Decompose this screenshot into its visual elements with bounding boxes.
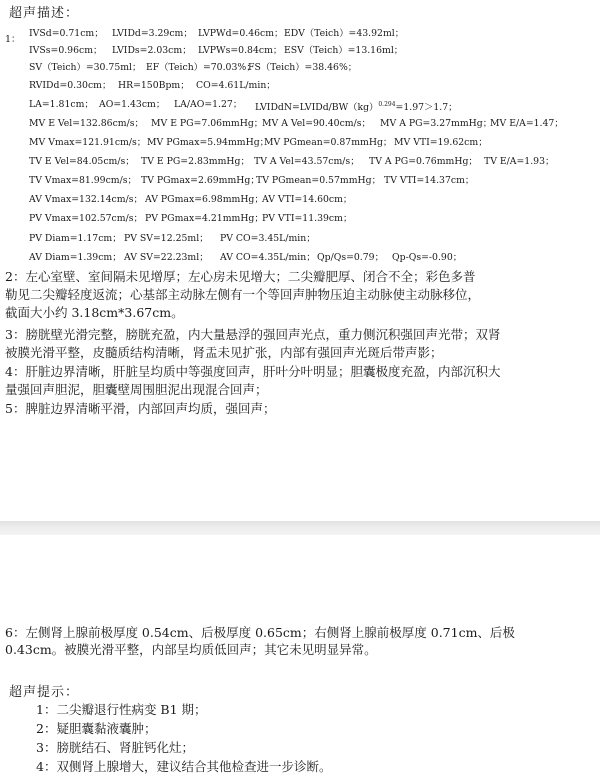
measurement: MV PGmean=0.87mmHg； bbox=[264, 137, 393, 148]
measurement: LVPWd=0.46cm； bbox=[198, 28, 284, 39]
lvidn-measurement bbox=[255, 98, 457, 115]
measurement: LVIDd=3.29cm； bbox=[112, 28, 193, 39]
measurement: LA=1.81cm； bbox=[29, 99, 94, 110]
measurement: MV A Vel=90.40cm/s； bbox=[262, 118, 371, 129]
measurement: RVIDd=0.30cm； bbox=[29, 80, 112, 91]
measurement: AV CO=4.35L/min； bbox=[220, 252, 316, 263]
finding-line: 量强回声胆泥，胆囊壁周围胆泥出现混合回声； bbox=[5, 382, 268, 397]
conclusion-title: 超声提示： bbox=[9, 685, 80, 700]
measurement: AV Diam=1.39cm； bbox=[29, 252, 122, 263]
measurement: TV A Vel=43.57cm/s； bbox=[254, 156, 360, 167]
measurement: Qp/Qs=0.79； bbox=[317, 252, 384, 263]
measurement: LVPWs=0.84cm； bbox=[198, 45, 283, 56]
measurement: TV PGmax=2.69mmHg； bbox=[141, 175, 260, 186]
measurement: TV E Vel=84.05cm/s； bbox=[29, 156, 135, 167]
measurement: Qp-Qs=-0.90； bbox=[392, 252, 463, 263]
finding-line: 3：膀胱壁光滑完整，膀胱充盈，内大量悬浮的强回声光点，重力侧沉积强回声光带；双肾 bbox=[5, 327, 501, 342]
item-number-1: 1： bbox=[5, 34, 21, 45]
measurement: MV PGmax=5.94mmHg； bbox=[147, 137, 269, 148]
finding-line: 5：脾脏边界清晰平滑，内部回声均质，强回声； bbox=[5, 401, 276, 416]
measurement: PV PGmax=4.21mmHg； bbox=[145, 213, 264, 224]
finding-line: 截面大小约 3.18cm*3.67cm。 bbox=[5, 305, 184, 320]
measurement: IVSs=0.96cm； bbox=[29, 45, 103, 56]
report-page-2 bbox=[0, 535, 600, 777]
lvidn-exponent: 0.294 bbox=[378, 101, 396, 108]
conclusion-item: 1：二尖瓣退行性病变 B1 期； bbox=[36, 702, 207, 717]
measurement: MV A PG=3.27mmHg； bbox=[380, 118, 493, 129]
page-break-divider bbox=[0, 521, 600, 535]
measurement: PV Diam=1.17cm； bbox=[29, 233, 122, 244]
measurement: MV E/A=1.47； bbox=[490, 118, 564, 129]
lvidn-text: LVIDdN=LVIDd/BW（kg） bbox=[255, 102, 379, 113]
measurement: AV PGmax=6.98mmHg； bbox=[145, 194, 264, 205]
lvidn-value: =1.97＞1.7； bbox=[395, 102, 458, 113]
measurement: PV VTI=11.39cm； bbox=[262, 213, 353, 224]
measurement: EDV（Teich）=43.92ml； bbox=[284, 28, 405, 39]
measurement: PV CO=3.45L/min； bbox=[220, 233, 316, 244]
measurement: CO=4.61L/min； bbox=[196, 80, 276, 91]
measurement: MV VTI=19.62cm； bbox=[394, 137, 488, 148]
section-title: 超声描述： bbox=[9, 6, 80, 21]
conclusion-item: 4：双侧肾上腺增大，建议结合其他检查进一步诊断。 bbox=[36, 759, 332, 774]
finding-line: 4：肝脏边界清晰，肝脏呈均质中等强度回声，肝叶分叶明显；胆囊极度充盈，内部沉积大 bbox=[5, 364, 501, 379]
measurement: AV SV=22.23ml； bbox=[124, 252, 209, 263]
measurement: TV VTI=14.37cm； bbox=[384, 175, 475, 186]
measurement: AV Vmax=132.14cm/s； bbox=[29, 194, 143, 205]
measurement: AO=1.43cm； bbox=[99, 99, 166, 110]
measurement: MV E Vel=132.86cm/s； bbox=[29, 118, 144, 129]
measurement: EF（Teich）=70.03%； bbox=[146, 62, 256, 73]
measurement: LVIDs=2.03cm； bbox=[112, 45, 192, 56]
finding-line: 0.43cm。被膜光滑平整，内部呈均质低回声；其它未见明显异常。 bbox=[5, 642, 377, 657]
measurement: TV Vmax=81.99cm/s； bbox=[29, 175, 137, 186]
measurement: MV E PG=7.06mmHg； bbox=[151, 118, 264, 129]
measurement: IVSd=0.71cm； bbox=[29, 28, 104, 39]
measurement: ESV（Teich）=13.16ml； bbox=[284, 45, 404, 56]
measurement: AV VTI=14.60cm； bbox=[262, 194, 353, 205]
measurement: FS（Teich）=38.46%； bbox=[248, 62, 358, 73]
measurement: TV PGmean=0.57mmHg； bbox=[256, 175, 381, 186]
measurement: PV SV=12.25ml； bbox=[124, 233, 209, 244]
measurement: SV（Teich）=30.75ml； bbox=[29, 62, 142, 73]
finding-line: 6：左侧肾上腺前极厚度 0.54cm、后极厚度 0.65cm；右侧肾上腺前极厚度 0.71cm、后极 bbox=[5, 625, 515, 640]
measurement: LA/AO=1.27； bbox=[174, 99, 243, 110]
conclusion-item: 3：膀胱结石、肾脏钙化灶； bbox=[36, 740, 194, 755]
measurement: PV Vmax=102.57cm/s； bbox=[29, 213, 143, 224]
finding-line: 勒见二尖瓣轻度返流；心基部主动脉左侧有一个等回声肿物压迫主动脉使主动脉移位， bbox=[5, 287, 481, 302]
measurement: HR=150Bpm； bbox=[118, 80, 190, 91]
measurement: MV Vmax=121.91cm/s； bbox=[29, 137, 147, 148]
finding-line: 被膜光滑平整，皮髓质结构清晰，肾盂未见扩张，内部有强回声光斑后带声影； bbox=[5, 345, 443, 360]
measurement: TV E PG=2.83mmHg； bbox=[141, 156, 250, 167]
measurement: TV E/A=1.93； bbox=[484, 156, 555, 167]
conclusion-item: 2：疑胆囊黏液囊肿； bbox=[36, 721, 157, 736]
measurement: TV A PG=0.76mmHg； bbox=[369, 156, 478, 167]
finding-line: 2：左心室壁、室间隔未见增厚；左心房未见增大；二尖瓣肥厚、闭合不全；彩色多普 bbox=[5, 269, 476, 284]
